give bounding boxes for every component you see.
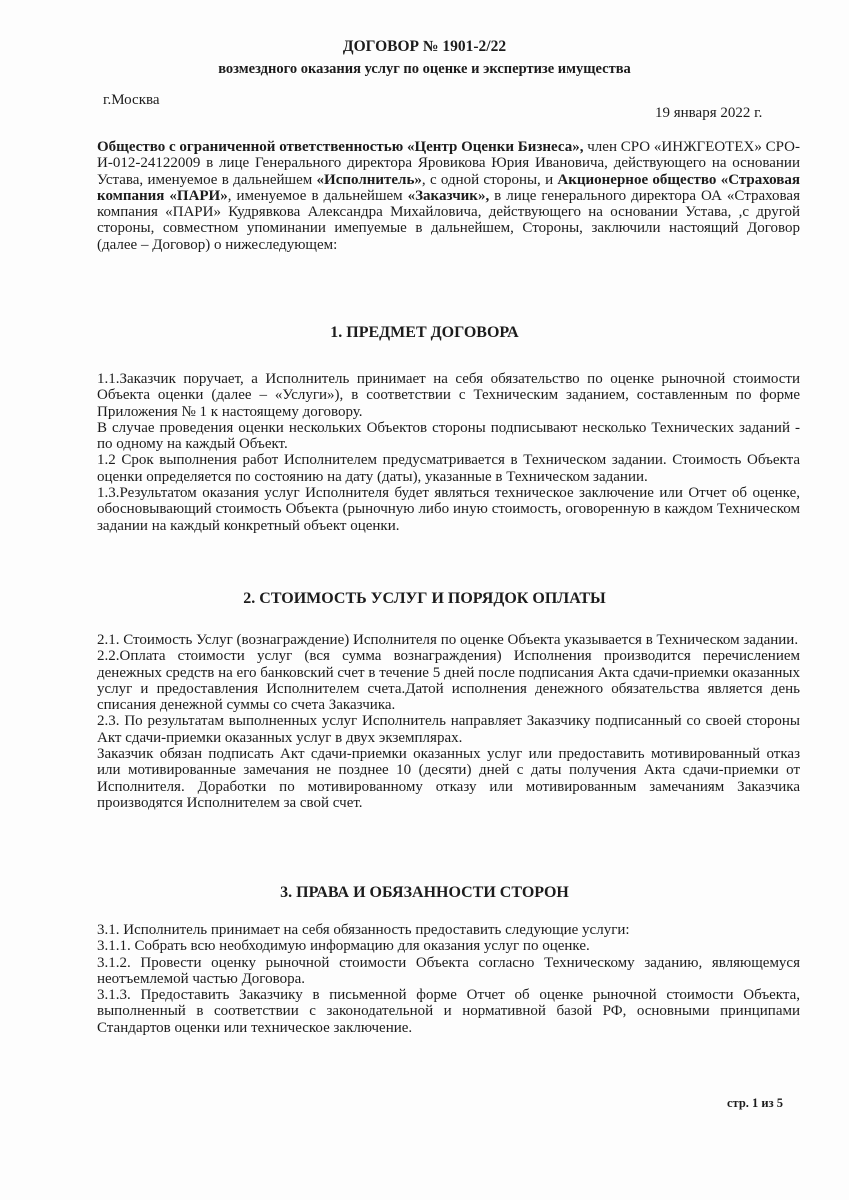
page-number: стр. 1 из 5 [727,1096,784,1110]
document-subtitle: возмездного оказания услуг по оценке и экспертизе имущества [218,61,631,77]
intro-text-2: , с одной стороны, и [421,171,558,188]
section-2-body [97,632,800,811]
clause-2-3-note: Заказчик обязан подписать Акт сдачи-приемки оказанных услуг или предоставить мотивированный отказ или мотивированные замечания не позднее 10 (десяти) дней с даты получения Акта сдачи-приемки от Исполнителя. Доработки по мотивированному отказу или мотивированным замечаниям Заказчика производятся Исполнителем за свой счет. [97,746,800,811]
section-3-heading: 3. ПРАВА И ОБЯЗАННОСТИ СТОРОН [280,884,569,901]
clause-2-1: 2.1. Стоимость Услуг (вознаграждение) Исполнителя по оценке Объекта указывается в Техническом задании. [97,632,799,648]
clause-3-1-2: 3.1.2. Провести оценку рыночной стоимости Объекта согласно Техническому заданию, являющемуся неотъемлемой частью Договора. [97,954,800,987]
party1-name: Общество с ограниченной ответственностью «Центр Оценки Бизнеса», [97,139,584,155]
document-title: ДОГОВОР № 1901-2/22 [342,38,507,55]
clause-1-3: 1.3.Результатом оказания услуг Исполнителя будет являться техническое заключение или Отчет об оценке, обосновывающий стоимость Объекта (рыночную либо иную стоимость, оговоренную в каждом Техническом задании на каждый конкретный объект оценки. [97,485,800,534]
clause-1-1: 1.1.Заказчик поручает, а Исполнитель принимает на себя обязательство по оценке рыночной стоимости Объекта оценки (далее – «Услуги»), в соответствии с Техническим заданием, составленным по форме Приложения № 1 к настоящему договору. [97,371,800,420]
intro-paragraph [97,139,800,253]
section-1-body [97,371,800,534]
intro-text-4: в лице генерального директора ОА «Страховая компания «ПАРИ» Кудрявкова Александра Михайловича, действующего на основании Устава, ,с другой стороны, совместном упоминании имепуемые в дальнейшем, Стороны, заключили настоящий Договор (далее – Договор) о нижеследующем: [97,187,800,253]
contract-date: 19 января 2022 г. [655,105,763,121]
section-3-body [97,922,800,1036]
clause-3-1-1: 3.1.1. Собрать всю необходимую информацию для оказания услуг по оценке. [97,938,590,955]
section-2-heading: 2. СТОИМОСТЬ УСЛУГ И ПОРЯДОК ОПЛАТЫ [243,590,606,607]
city: г.Москва [103,92,160,108]
clause-2-3: 2.3. По результатам выполненных услуг Исполнитель направляет Заказчику подписанный со своей стороны Акт сдачи-приемки оказанных услуг в двух экземплярах. [97,713,800,746]
clause-3-1-3: 3.1.3. Предоставить Заказчику в письменной форме Отчет об оценке рыночной стоимости Объекта, выполненный в соответствии с законодательной и нормативной базой РФ, основными принципами Стандартов оценки или техническое заключение. [97,987,800,1036]
intro-text-1: член СРО «ИНЖГЕОТЕХ» СРО-И-012-24122009 в лице Генерального директора Яровикова Юрия Ивановича, действующего на основании Устава, именуемое в дальнейшем [97,139,800,188]
section-1-heading: 1. ПРЕДМЕТ ДОГОВОРА [330,324,519,341]
party2-role: «Заказчик», [407,187,490,204]
clause-3-1: 3.1. Исполнитель принимает на себя обязанность предоставить следующие услуги: [97,922,630,938]
party2-name: Акционерное общество «Страховая компания «ПАРИ» [97,171,801,204]
intro-text-3: , именуемое в дальнейшем [227,187,408,204]
clause-1-1-note: В случае проведения оценки нескольких Объектов стороны подписывают несколько Технических заданий - по одному на каждый Объект. [97,419,800,453]
clause-2-2: 2.2.Оплата стоимости услуг (вся сумма вознаграждения) Исполнения производится перечислением денежных средств на его банковский счет в течение 5 дней после подписания Акта сдачи-приемки оказанных услуг и предоставления Исполнителем счета.Датой исполнения денежного обязательства является день списания денежной суммы со счета Заказчика. [97,648,800,714]
party1-role: «Исполнитель» [316,171,422,188]
clause-1-2: 1.2 Срок выполнения работ Исполнителем предусматривается в Техническом задании. Стоимость Объекта оценки определяется по состоянию на дату (даты), указанные в Техническом задании. [97,452,800,485]
